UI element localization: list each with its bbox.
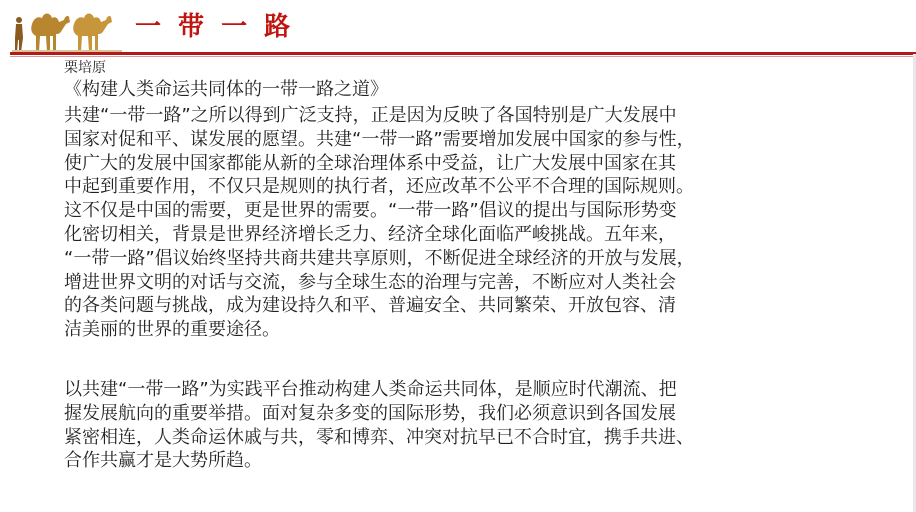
header-divider-thin [10, 56, 916, 57]
text-line: 这不仅是中国的需要，更是世界的需要。“一带一路”倡议的提出与国际形势变 [64, 200, 677, 222]
text-line: 中起到重要作用，不仅只是规则的执行者，还应改革不公平不合理的国际规则。 [64, 176, 694, 198]
text-line: 紧密相连，人类命运休戚与共，零和博弈、冲突对抗早已不合时宜，携手共进、 [64, 426, 694, 448]
text-line: 的各类问题与挑战，成为建设持久和平、普遍安全、共同繁荣、开放包容、清 [64, 295, 676, 317]
text-line: 增进世界文明的对话与交流，参与全球生态的治理与完善，不断应对人类社会 [64, 271, 676, 293]
body-paragraph [64, 378, 864, 473]
article-title: 《构建人类命运共同体的一带一路之道》 [64, 79, 388, 100]
text-line: “一带一路”倡议始终坚持共商共建共享原则，不断促进全球经济的开放与发展， [64, 247, 695, 269]
text-line: 国家对促和平、谋发展的愿望。共建“一带一路”需要增加发展中国家的参与性， [64, 128, 695, 150]
camel-caravan-icon [12, 4, 122, 52]
header-divider [10, 52, 916, 55]
text-line: 合作共赢才是大势所趋。 [64, 450, 262, 472]
body-paragraph [64, 104, 864, 342]
text-line: 握发展航向的重要举措。面对复杂多变的国际形势，我们必须意识到各国发展 [64, 402, 676, 424]
text-line: 共建“一带一路”之所以得到广泛支持，正是因为反映了各国特别是广大发展中 [64, 105, 677, 126]
slide-header [0, 0, 916, 58]
header-title: 一 带 一 路 [135, 12, 295, 42]
text-line: 化密切相关，背景是世界经济增长乏力、经济全球化面临严峻挑战。五年来， [64, 223, 676, 245]
author-name: 栗培原 [64, 60, 106, 76]
text-line: 洁美丽的世界的重要途径。 [64, 319, 280, 341]
text-line: 以共建“一带一路”为实践平台推动构建人类命运共同体，是顺应时代潮流、把 [64, 379, 677, 400]
text-line: 使广大的发展中国家都能从新的全球治理体系中受益，让广大发展中国家在其 [64, 152, 676, 174]
